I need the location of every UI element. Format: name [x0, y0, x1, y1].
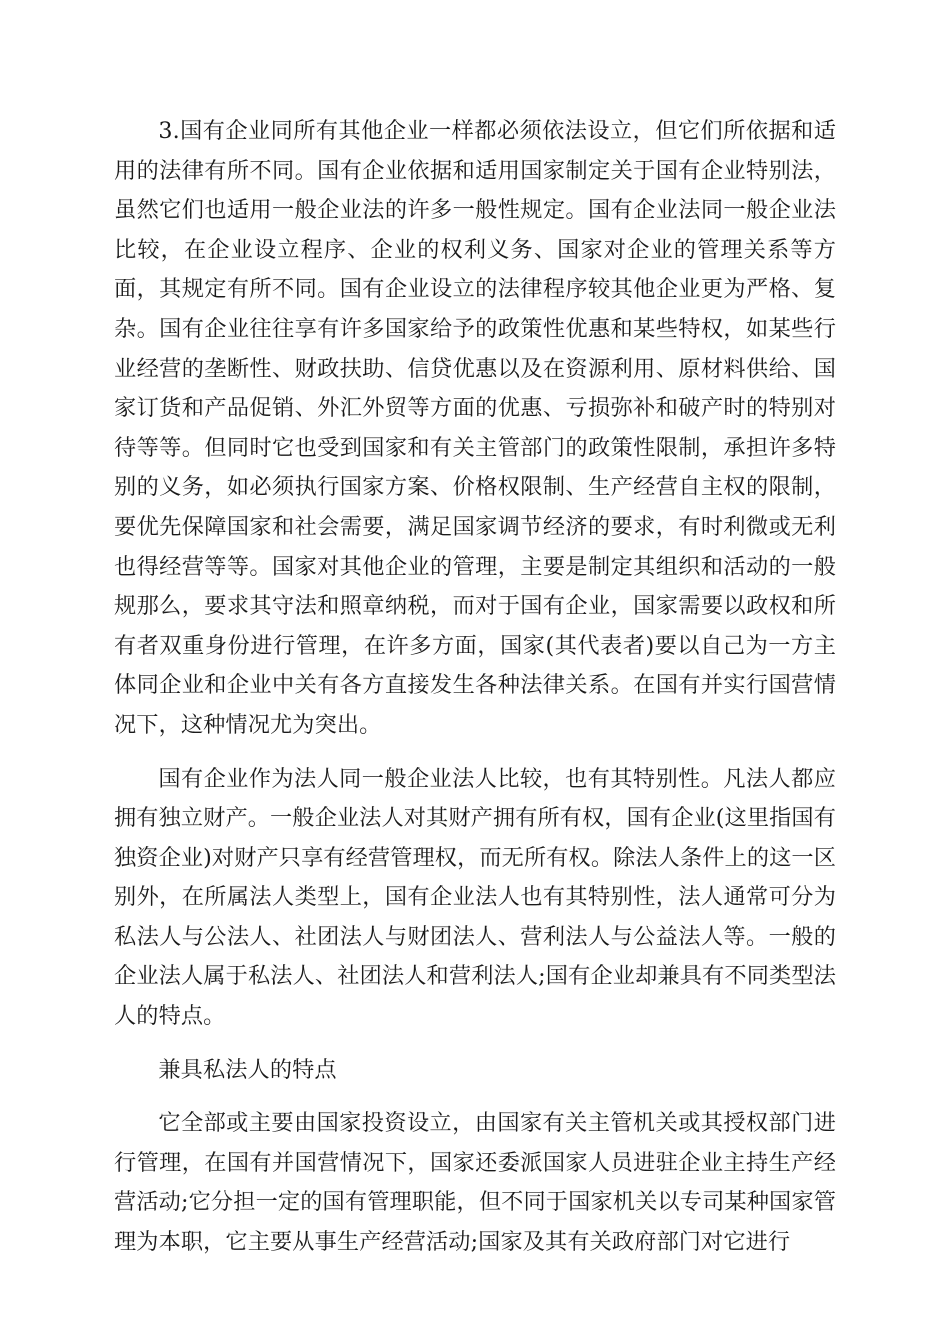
document-body	[114, 112, 836, 1263]
paragraph-state-investment: 它全部或主要由国家投资设立，由国家有关主管机关或其授权部门进行管理，在国有并国营情况下，国家还委派国家人员进驻企业主持生产经营活动;它分担一定的国有管理职能，但不同于国家机关以专司某种国家管理为本职，它主要从事生产经营活动;国家及其有关政府部门对它进行	[114, 1110, 836, 1256]
paragraph-legal-person-specialty: 国有企业作为法人同一般企业法人比较，也有其特别性。凡法人都应拥有独立财产。一般企业法人对其财产拥有所有权，国有企业(这里指国有独资企业)对财产只享有经营管理权，而无所有权。除法人条件上的这一区别外，在所属法人类型上，国有企业法人也有其特别性，法人通常可分为私法人与公法人、社团法人与财团法人、营利法人与公益法人等。一般的企业法人属于私法人、社团法人和营利法人;国有企业却兼具有不同类型法人的特点。	[114, 765, 836, 1030]
paragraph-state-enterprise-law: 3.国有企业同所有其他企业一样都必须依法设立，但它们所依据和适用的法律有所不同。国有企业依据和适用国家制定关于国有企业特别法，虽然它们也适用一般企业法的许多一般性规定。国有企业法同一般企业法比较，在企业设立程序、企业的权利义务、国家对企业的管理关系等方面，其规定有所不同。国有企业设立的法律程序较其他企业更为严格、复杂。国有企业往往享有许多国家给予的政策性优惠和某些特权，如某些行业经营的垄断性、财政扶助、信贷优惠以及在资源利用、原材料供给、国家订货和产品促销、外汇外贸等方面的优惠、亏损弥补和破产时的特别对待等等。但同时它也受到国家和有关主管部门的政策性限制，承担许多特别的义务，如必须执行国家方案、价格权限制、生产经营自主权的限制，要优先保障国家和社会需要，满足国家调节经济的要求，有时利微或无利也得经营等等。国家对其他企业的管理，主要是制定其组织和活动的一般规那么，要求其守法和照章纳税，而对于国有企业，国家需要以政权和所有者双重身份进行管理，在许多方面，国家(其代表者)要以自己为一方主体同企业和企业中关有各方直接发生各种法律关系。在国有并实行国营情况下，这种情况尤为突出。	[114, 118, 836, 738]
section-heading-private-legal-person: 兼具私法人的特点	[158, 1056, 337, 1083]
